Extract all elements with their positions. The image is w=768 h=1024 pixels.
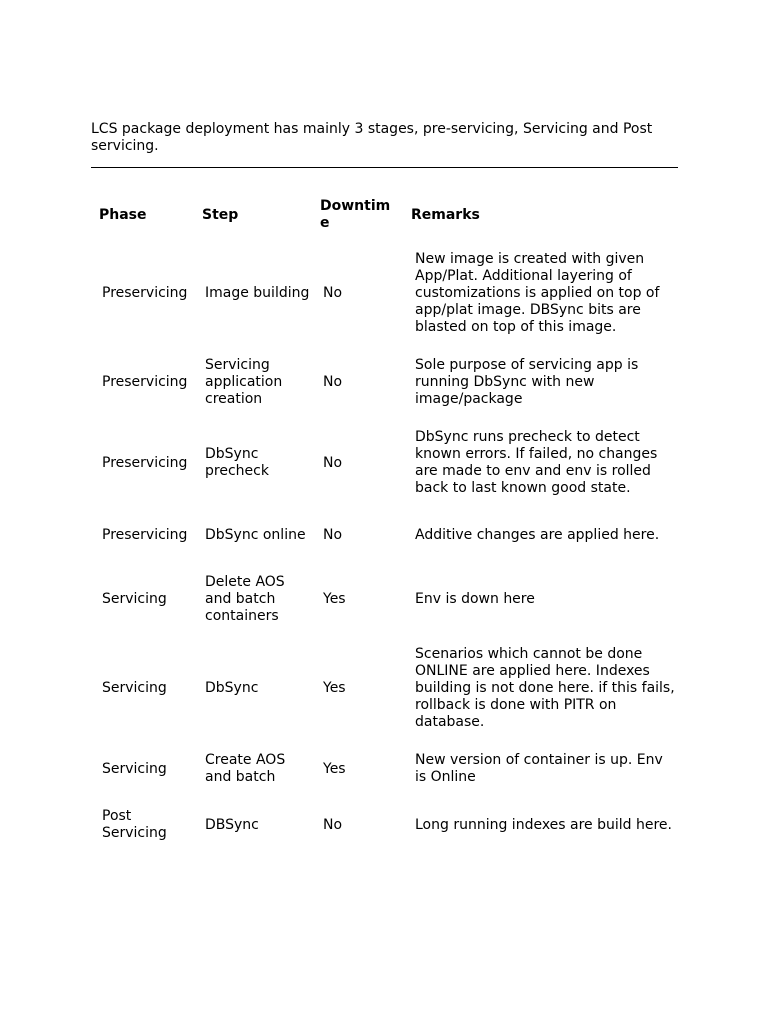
cell-downtime: No — [323, 374, 343, 390]
cell-step: Servicing application creation — [205, 357, 283, 407]
cell-phase: Servicing — [102, 760, 167, 777]
cell-remarks: Additive changes are applied here. — [415, 526, 660, 543]
table-row — [91, 797, 678, 853]
horizontal-rule — [91, 167, 678, 168]
cell-phase: Preservicing — [102, 374, 188, 390]
table-row — [91, 741, 678, 797]
header-step: Step — [202, 206, 239, 223]
deployment-stages-table — [91, 190, 678, 853]
cell-step: Create AOS and batch — [205, 752, 286, 785]
cell-downtime: No — [323, 526, 343, 543]
cell-remarks: New image is created with given App/Plat. Additional layering of customizations is applied on top of app/plat image. DBSync bits are blasted on top of this image. — [415, 251, 660, 335]
table-row — [91, 419, 678, 507]
cell-step: DbSync precheck — [205, 446, 269, 479]
cell-remarks: DbSync runs precheck to detect known errors. If failed, no changes are made to env and env is rolled back to last known good state. — [415, 429, 658, 496]
header-remarks: Remarks — [411, 206, 480, 223]
cell-phase: Servicing — [102, 591, 167, 607]
cell-phase: Servicing — [102, 680, 167, 696]
cell-phase: Preservicing — [102, 526, 188, 543]
cell-remarks: Env is down here — [415, 591, 535, 607]
header-phase: Phase — [99, 206, 147, 223]
cell-downtime: No — [323, 285, 343, 301]
table-row — [91, 241, 678, 346]
cell-downtime: Yes — [323, 760, 346, 777]
table-row — [91, 507, 678, 563]
cell-step: DbSync online — [205, 526, 306, 543]
cell-phase: Preservicing — [102, 454, 188, 471]
cell-remarks: Sole purpose of servicing app is running DbSync with new image/package — [415, 357, 639, 407]
cell-downtime: No — [323, 454, 343, 471]
cell-downtime: No — [323, 816, 343, 833]
cell-step: DBSync — [205, 816, 259, 833]
header-downtime: Downtime — [320, 198, 391, 231]
cell-remarks: Scenarios which cannot be done ONLINE are applied here. Indexes building is not done here. if this fails, rollback is done with PITR on database. — [415, 646, 675, 730]
table-row — [91, 346, 678, 419]
table-row — [91, 636, 678, 741]
cell-remarks: Long running indexes are build here. — [415, 816, 672, 833]
cell-downtime: Yes — [323, 680, 346, 696]
intro-paragraph: LCS package deployment has mainly 3 stages, pre-servicing, Servicing and Post servicing. — [91, 121, 653, 154]
cell-phase: Preservicing — [102, 285, 188, 301]
table-header-row — [91, 190, 678, 241]
cell-phase: Post Servicing — [102, 808, 167, 841]
cell-remarks: New version of container is up. Env is Online — [415, 752, 663, 785]
cell-step: Delete AOS and batch containers — [205, 574, 285, 624]
cell-step: Image building — [205, 285, 310, 301]
cell-downtime: Yes — [323, 591, 346, 607]
cell-step: DbSync — [205, 680, 259, 696]
table-row — [91, 563, 678, 636]
